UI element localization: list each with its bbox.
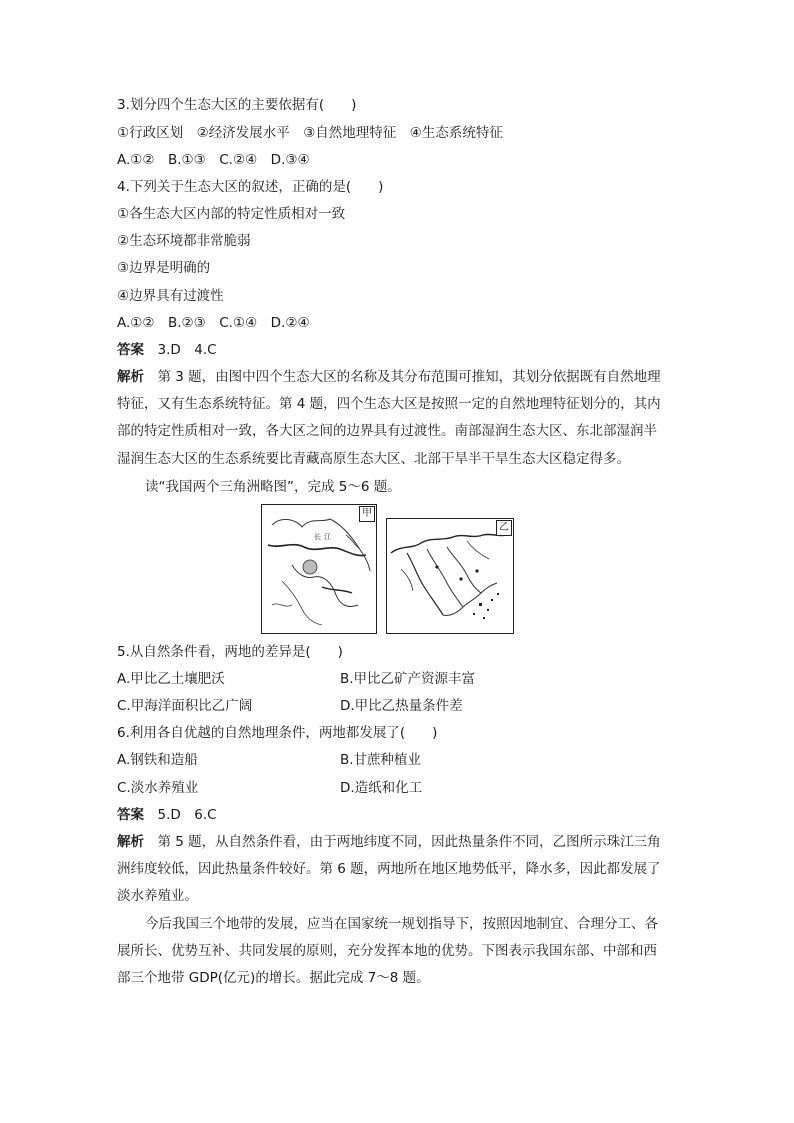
intro-q7-8-line-1: 今后我国三个地带的发展，应当在国家统一规划指导下，按照因地制宜、合理分工、各: [145, 916, 658, 932]
q4-item-3: ③边界是明确的: [117, 260, 211, 276]
answer-line-1: [117, 341, 677, 359]
intro-q5-6: 读“我国两个三角洲略图”，完成 5～6 题。: [145, 479, 401, 495]
river-label-2: 江: [324, 534, 331, 541]
analysis-label: 解析: [117, 834, 144, 850]
analysis-line-3: 淡水养殖业。: [117, 888, 198, 904]
q4-item-4: ④边界具有过渡性: [117, 288, 224, 304]
q6-option-d: D.造纸和化工: [340, 780, 423, 796]
q4-item-1: ①各生态大区内部的特定性质相对一致: [117, 206, 346, 222]
map-jia-drawing: [262, 505, 376, 633]
answer-label: 答案: [117, 807, 144, 823]
analysis-line-1: [117, 833, 677, 851]
answer-label: 答案: [117, 342, 144, 358]
q3-items: ①行政区划 ②经济发展水平 ③自然地理特征 ④生态系统特征: [117, 125, 503, 141]
q3-options: A.①② B.①③ C.②④ D.③④: [117, 152, 310, 168]
river-label-1: 长: [314, 534, 321, 541]
analysis-line-2: 特征，又有生态系统特征。第 4 题，四个生态大区是按照一定的自然地理特征划分的，其内: [117, 396, 661, 412]
q5-option-a: A.甲比乙土壤肥沃: [117, 671, 225, 687]
answer-line-2: [117, 806, 677, 824]
intro-q7-8-line-3: 部三个地带 GDP(亿元)的增长。据此完成 7～8 题。: [117, 970, 430, 986]
map-jia: [261, 504, 377, 634]
analysis-line-2: 洲纬度较低，因此热量条件较好。第 6 题，两地所在地区地势低平，降水多，因此都发展了: [117, 861, 661, 877]
q6-stem: 6.利用各自优越的自然地理条件，两地都发展了( ): [117, 725, 438, 741]
answer-text: 5.D 6.C: [157, 807, 217, 823]
q4-stem: 4.下列关于生态大区的叙述，正确的是( ): [117, 179, 384, 195]
intro-q7-8-line-2: 展所长、优势互补、共同发展的原则，充分发挥本地的优势。下图表示我国东部、中部和西: [117, 943, 657, 959]
analysis-line-1: [117, 368, 677, 386]
q5-option-c: C.甲海洋面积比乙广阔: [117, 698, 253, 714]
q5-option-b: B.甲比乙矿产资源丰富: [340, 671, 476, 687]
q6-option-c: C.淡水养殖业: [117, 780, 199, 796]
map-yi-drawing: [387, 519, 513, 633]
q6-option-b: B.甘蔗种植业: [340, 752, 422, 768]
analysis-text: 第 3 题，由图中四个生态大区的名称及其分布范围可推知，其划分依据既有自然地理: [157, 369, 661, 385]
q6-option-a: A.钢铁和造船: [117, 752, 198, 768]
q4-item-2: ②生态环境都非常脆弱: [117, 233, 251, 249]
q5-option-d: D.甲比乙热量条件差: [340, 698, 463, 714]
map-yi-label: 乙: [496, 520, 512, 536]
analysis-label: 解析: [117, 369, 144, 385]
q4-options: A.①② B.②③ C.①④ D.②④: [117, 315, 310, 331]
map-yi: [386, 518, 514, 634]
map-jia-label: 甲: [359, 506, 375, 522]
analysis-line-3: 部的特定性质相对一致，各大区之间的边界具有过渡性。南部湿润生态大区、东北部湿润半: [117, 423, 657, 439]
answer-text: 3.D 4.C: [157, 342, 217, 358]
analysis-line-4: 湿润生态大区的生态系统要比青藏高原生态大区、北部干旱半干旱生态大区稳定得多。: [117, 451, 630, 467]
q3-stem: 3.划分四个生态大区的主要依据有( ): [117, 97, 357, 113]
q5-stem: 5.从自然条件看，两地的差异是( ): [117, 644, 343, 660]
analysis-text: 第 5 题，从自然条件看，由于两地纬度不同，因此热量条件不同，乙图所示珠江三角: [157, 834, 661, 850]
